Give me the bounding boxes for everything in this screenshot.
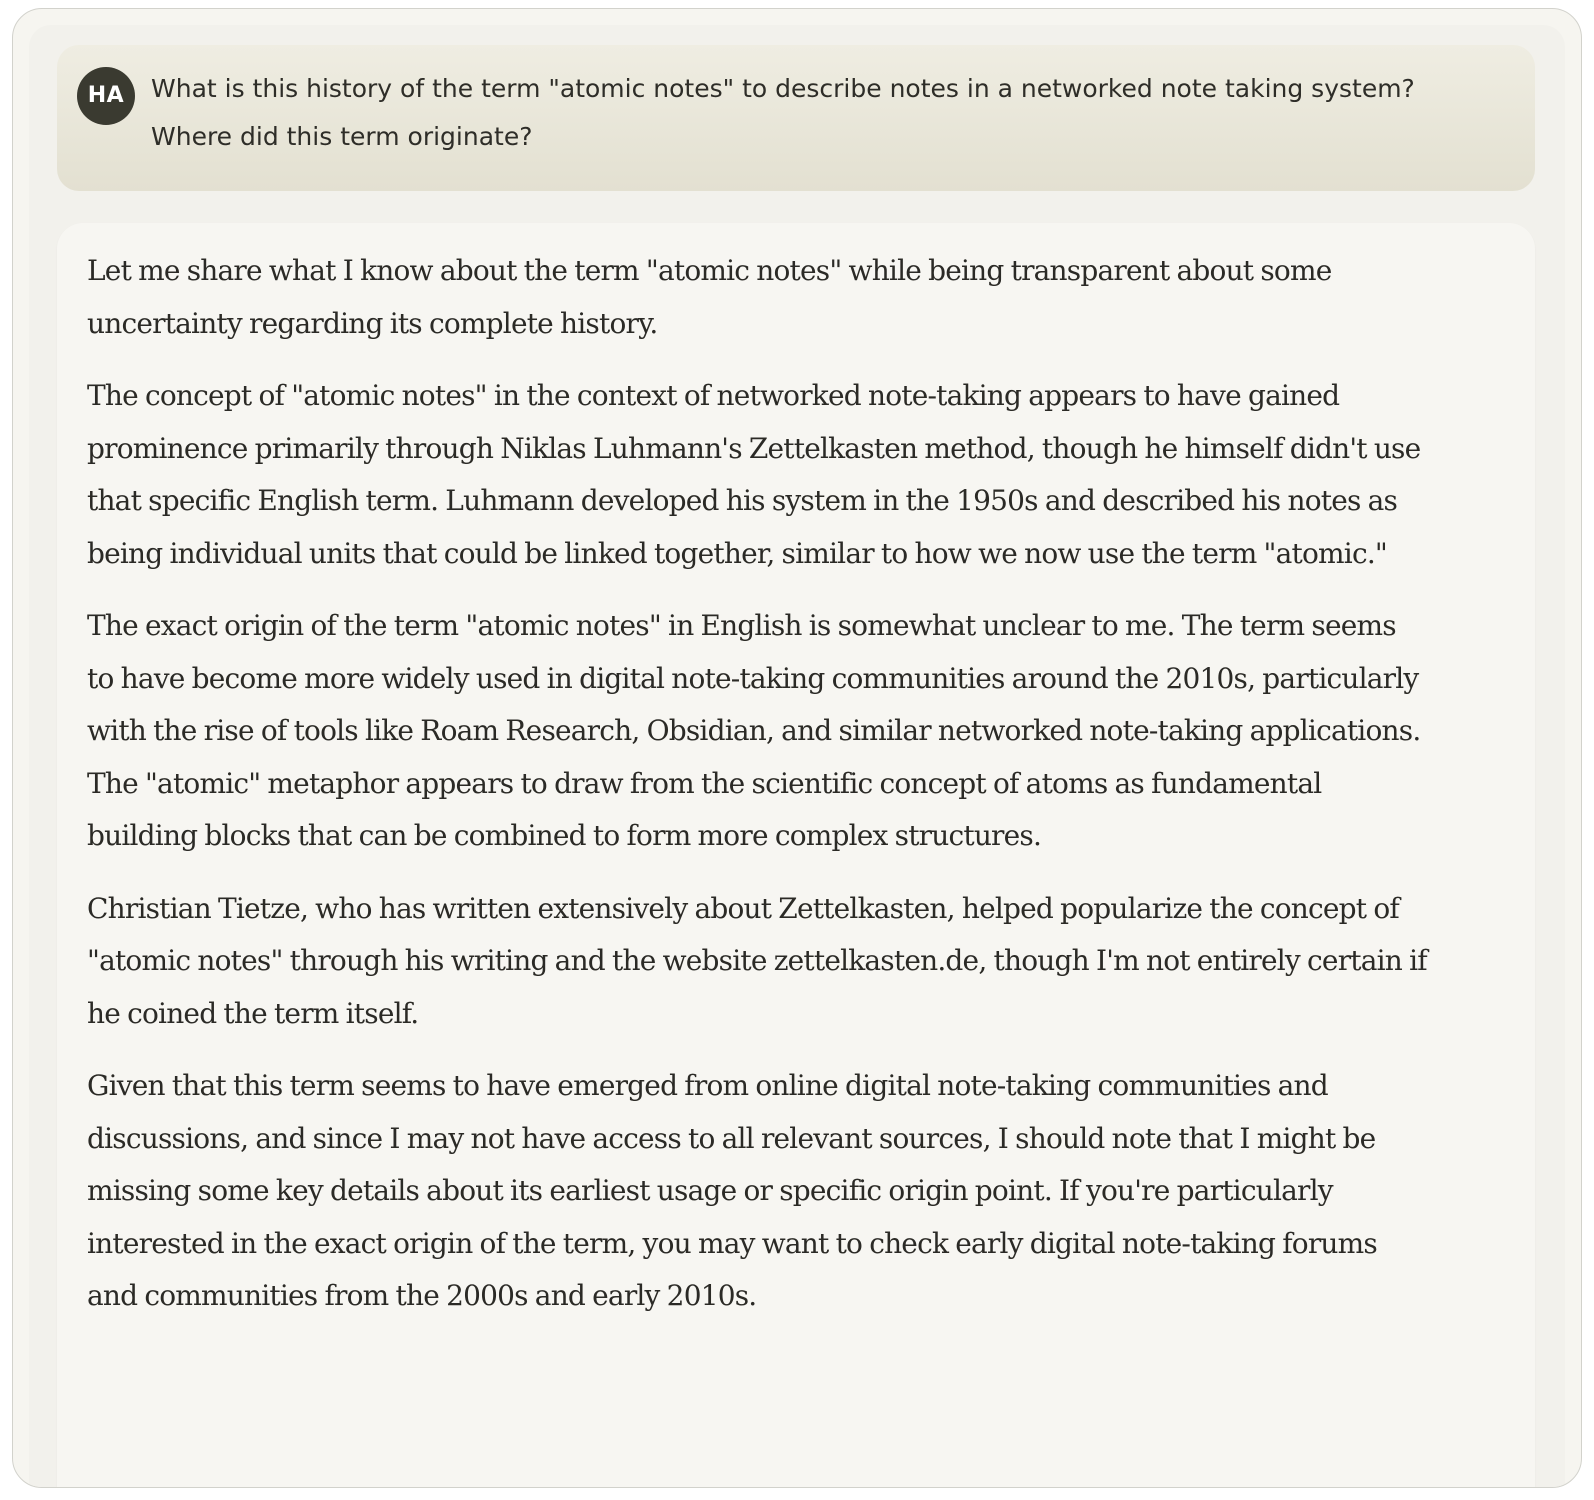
conversation-area [29,25,1565,1487]
user-message [57,45,1535,191]
reply-paragraph: The concept of "atomic notes" in the context of networked note-taking appears to have gained prominence primarily through Niklas Luhmann's Zettelkasten method, though he himself didn't use that specific English term. Luhmann developed his system in the 1950s and described his notes as being individual units that could be linked together, similar to how we now use the term "atomic." [87,379,1421,570]
user-message-text: What is this history of the term "atomic notes" to describe notes in a networked note taking system? Where did this term originate? [151,74,1415,151]
reply-paragraph: Christian Tietze, who has written extensively about Zettelkasten, helped popularize the concept of "atomic notes" through his writing and the website zettelkasten.de, though I'm not entirely certain if he coined the term itself. [87,891,1427,1030]
reply-paragraph: Given that this term seems to have emerged from online digital note-taking communities and discussions, and since I may not have access to all relevant sources, I should note that I might be missing some key details about its earliest usage or specific origin point. If you're particularly interested in the exact origin of the term, you may want to check early digital note-taking forums and communities from the 2000s and early 2010s. [87,1069,1377,1312]
assistant-message [57,223,1535,1488]
user-avatar[interactable]: HA [77,67,135,125]
chat-window [12,8,1582,1488]
reply-paragraph: The exact origin of the term "atomic notes" in English is somewhat unclear to me. The term seems to have become more widely used in digital note-taking communities around the 2010s, particularly with the rise of tools like Roam Research, Obsidian, and similar networked note-taking applications. The "atomic" metaphor appears to draw from the scientific concept of atoms as fundamental building blocks that can be combined to form more complex structures. [87,609,1421,852]
reply-paragraph: Let me share what I know about the term "atomic notes" while being transparent about some uncertainty regarding its complete history. [87,254,1332,340]
assistant-message-body [87,245,1427,1343]
